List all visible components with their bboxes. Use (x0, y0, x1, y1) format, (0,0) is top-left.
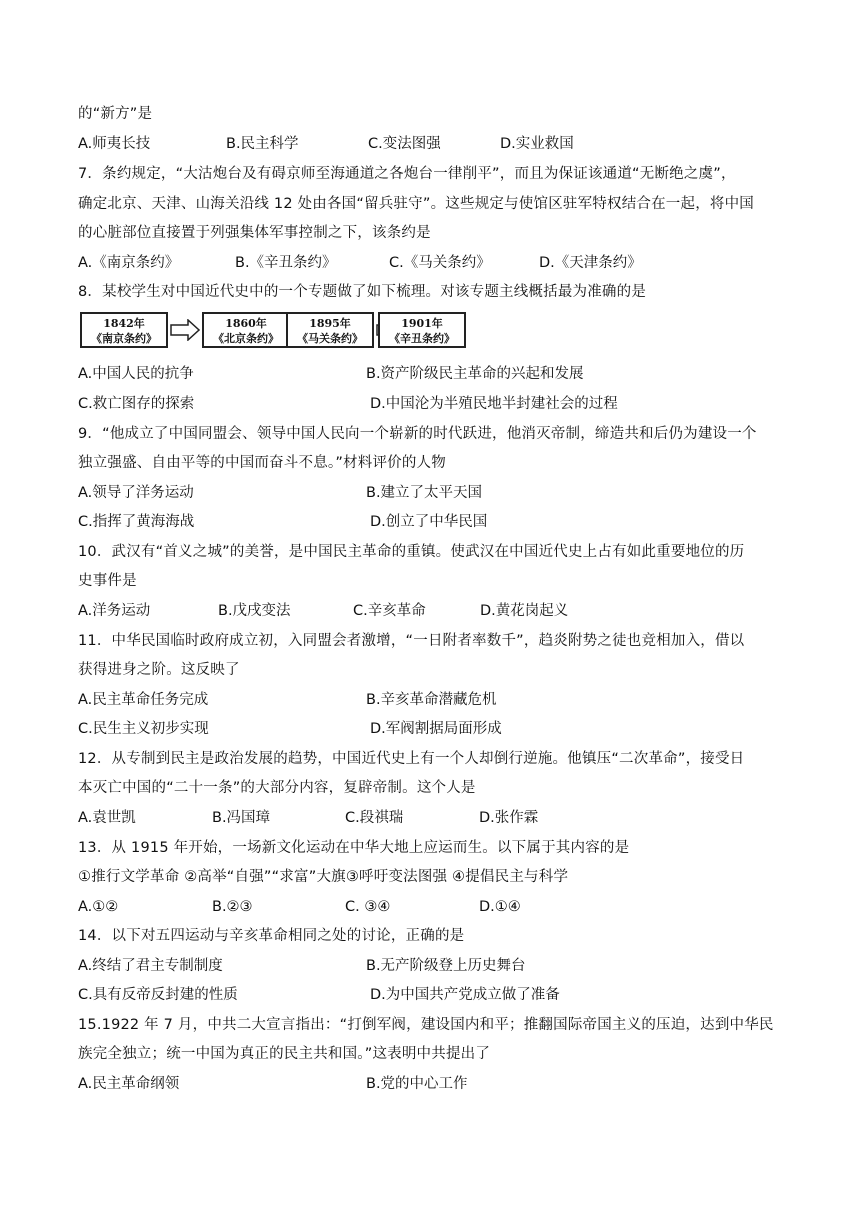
q12-stem-line-1: 12．从专制到民主是政治发展的趋势，中国近代史上有一个人却倒行逆施。他镇压“二次革命”，接受日 (78, 751, 745, 767)
q11-stem-line-1: 11．中华民国临时政府成立初，入同盟会者激增，“一日附者率数千”，趋炎附势之徒也竞相加入，借以 (78, 633, 745, 649)
option-b: B.《辛丑条约》 (235, 255, 337, 271)
option-d: D.中国沦为半殖民地半封建社会的过程 (370, 396, 618, 412)
option-d: D.军阀割据局面形成 (370, 721, 502, 737)
option-b: B.资产阶级民主革命的兴起和发展 (366, 366, 584, 382)
option-d: D.黄花岗起义 (480, 603, 569, 619)
option-b: B.无产阶级登上历史舞台 (366, 958, 526, 974)
option-a: A.《南京条约》 (78, 255, 180, 271)
option-c: C. ③④ (345, 899, 391, 915)
option-c: C.辛亥革命 (353, 603, 426, 619)
option-a: A.领导了洋务运动 (78, 485, 194, 501)
option-a: A.民主革命纲领 (78, 1076, 180, 1092)
q13-items: ①推行文学革命 ②高举“自强”“求富”大旗③呼吁变法图强 ④提倡民主与科学 (78, 869, 569, 885)
option-d: D.为中国共产党成立做了准备 (370, 987, 560, 1003)
q9-stem-line-2: 独立强盛、自由平等的中国而奋斗不息。”材料评价的人物 (78, 455, 446, 471)
option-c: C.《马关条约》 (389, 255, 491, 271)
option-b: B.戊戌变法 (218, 603, 291, 619)
option-a: A.民主革命任务完成 (78, 692, 209, 708)
timeline-year: 1860年 (225, 317, 267, 330)
option-a: A.袁世凯 (78, 810, 136, 826)
option-b: B.党的中心工作 (366, 1076, 468, 1092)
timeline-box-1842 (80, 312, 168, 348)
option-b: B.民主科学 (226, 136, 299, 152)
option-b: B.冯国璋 (212, 810, 271, 826)
timeline-treaty: 《辛丑条约》 (389, 332, 455, 345)
timeline-year: 1901年 (401, 317, 443, 330)
q12-stem-line-2: 本灭亡中国的“二十一条”的大部分内容，复辟帝制。这个人是 (78, 780, 476, 796)
q11-stem-line-2: 获得进身之阶。这反映了 (78, 662, 240, 678)
q7-stem-line-1: 7．条约规定，“大沽炮台及有碍京师至海通道之各炮台一律削平”，而且为保证该通道“无断绝之虞”， (78, 166, 736, 182)
option-a: A.①② (78, 899, 119, 915)
timeline-treaty: 《北京条约》 (213, 332, 279, 345)
option-d: D.《天津条约》 (539, 255, 642, 271)
timeline-box-1895 (286, 312, 374, 348)
option-a: A.洋务运动 (78, 603, 151, 619)
treaty-timeline-diagram (78, 312, 468, 354)
q7-stem-line-2: 确定北京、天津、山海关沿线 12 处由各国“留兵驻守”。这些规定与使馆区驻军特权结合在一起，将中国 (78, 196, 754, 212)
timeline-box-1901 (378, 312, 466, 348)
option-b: B.辛亥革命潜藏危机 (366, 692, 497, 708)
q8-stem: 8．某校学生对中国近代史中的一个专题做了如下梳理。对该专题主线概括最为准确的是 (78, 284, 647, 300)
option-d: D.张作霖 (479, 810, 539, 826)
option-d: D.①④ (479, 899, 521, 915)
q6-stem-end: 的“新方”是 (78, 106, 153, 122)
option-b: B.建立了太平天国 (366, 485, 483, 501)
q15-stem-line-2: 族完全独立；统一中国为真正的民主共和国。”这表明中共提出了 (78, 1046, 491, 1062)
option-d: D.创立了中华民国 (370, 514, 488, 530)
q9-stem-line-1: 9．“他成立了中国同盟会、领导中国人民向一个崭新的时代跃进，他消灭帝制，缔造共和后仍为建设一个 (78, 426, 757, 442)
option-c: C.指挥了黄海海战 (78, 514, 195, 530)
option-c: C.段祺瑞 (345, 810, 404, 826)
option-c: C.救亡图存的探索 (78, 396, 195, 412)
right-arrow-icon (170, 319, 200, 341)
q7-stem-line-3: 的心脏部位直接置于列强集体军事控制之下，该条约是 (78, 225, 431, 241)
option-b: B.②③ (212, 899, 253, 915)
q14-stem: 14．以下对五四运动与辛亥革命相同之处的讨论，正确的是 (78, 928, 465, 944)
q15-stem-line-1: 15.1922 年 7 月，中共二大宣言指出：“打倒军阀，建设国内和平；推翻国际帝国主义的压迫，达到中华民 (78, 1017, 774, 1033)
option-c: C.具有反帝反封建的性质 (78, 987, 238, 1003)
option-a: A.中国人民的抗争 (78, 366, 194, 382)
option-a: A.终结了君主专制制度 (78, 958, 223, 974)
timeline-treaty: 《南京条约》 (91, 332, 157, 345)
timeline-year: 1842年 (103, 317, 145, 330)
q10-stem-line-1: 10．武汉有“首义之城”的美誉，是中国民主革命的重镇。使武汉在中国近代史上占有如此重要地位的历 (78, 544, 745, 560)
q13-stem: 13．从 1915 年开始，一场新文化运动在中华大地上应运而生。以下属于其内容的是 (78, 840, 630, 856)
timeline-treaty: 《马关条约》 (297, 332, 363, 345)
option-c: C.变法图强 (368, 136, 441, 152)
option-a: A.师夷长技 (78, 136, 151, 152)
timeline-box-1860 (202, 312, 290, 348)
option-d: D.实业救国 (500, 136, 574, 152)
q10-stem-line-2: 史事件是 (78, 573, 137, 589)
option-c: C.民生主义初步实现 (78, 721, 209, 737)
timeline-year: 1895年 (309, 317, 351, 330)
